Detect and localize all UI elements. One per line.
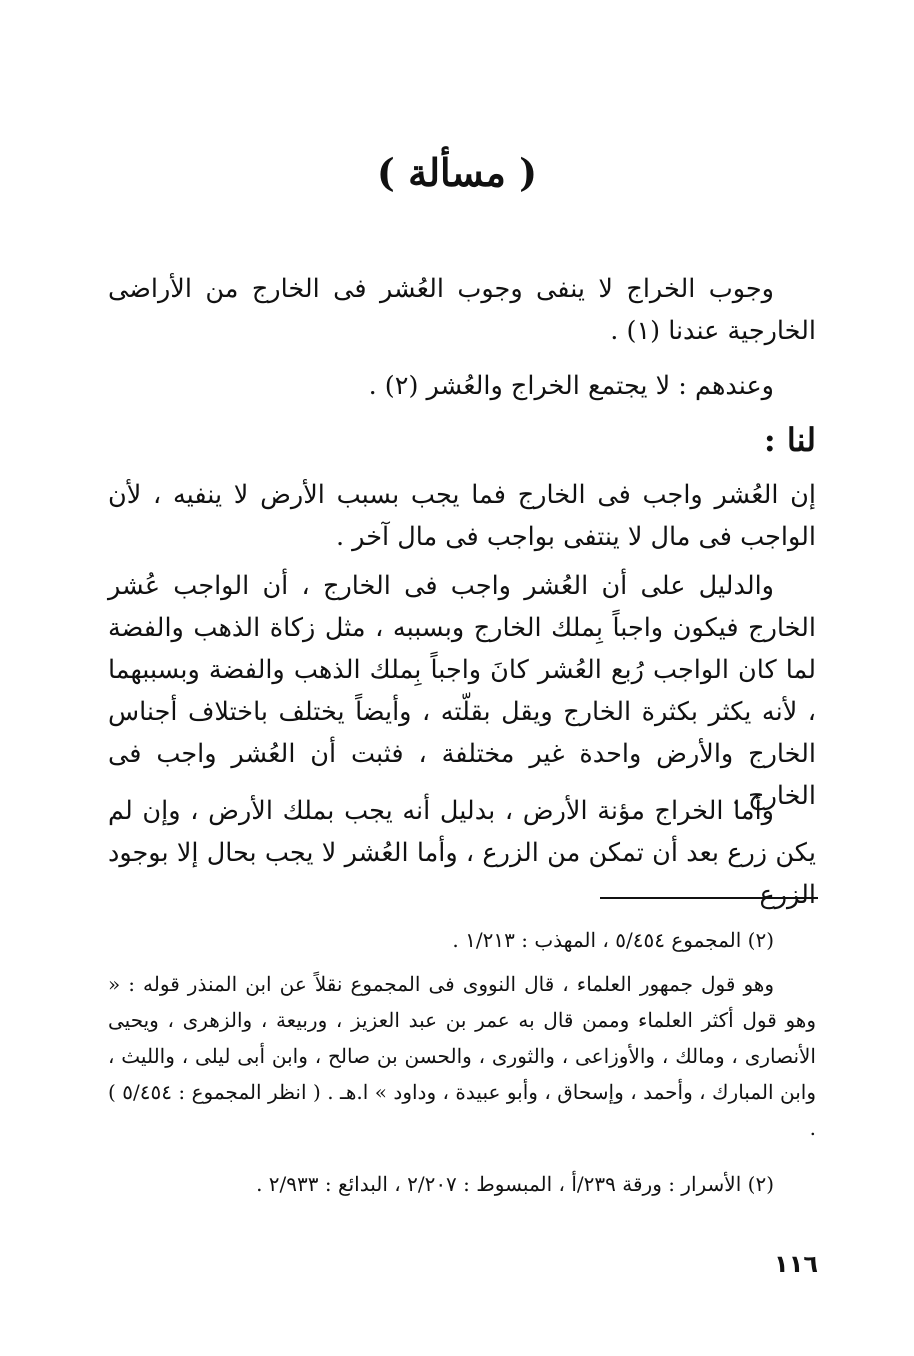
paragraph-2: وعندهم : لا يجتمع الخراج والعُشر (٢) . [368,371,774,401]
footnote-divider [600,897,818,899]
footnote-2: وهو قول جمهور العلماء ، قال النووى فى المجموع نقلاً عن ابن المنذر قوله : « وهو قول أكثر العلماء وممن قال به عمر بن عبد العزيز ، وربيعة ، والزهرى ، ويحيى الأنصارى ، ومالك ، والأوزاعى ، والثورى ، والحسن بن صالح ، وابن أبى ليلى ، والليث ، وابن المبارك ، وأحمد ، وإسحاق ، وأبو عبيدة ، وداود » ا.هـ . ( انظر المجموع : ٥/٤٥٤ ) . [108,972,816,1140]
footnote-1: (٢) المجموع ٥/٤٥٤ ، المهذب : ١/٢١٣ . [452,928,774,952]
page-number: ١١٦ [774,1250,818,1278]
paragraph-3: إن العُشر واجب فى الخارج فما يجب بسبب الأرض لا ينفيه ، لأن الواجب فى مال لا ينتفى بواجب فى مال آخر . [108,480,816,552]
paragraph-5: وأما الخراج مؤنة الأرض ، بدليل أنه يجب بملك الأرض ، وإن لم يكن زرع بعد أن تمكن من الزرع ، وأما العُشر لا يجب بحال إلا بوجود الزرع [108,796,816,910]
footnote-3: (٢) الأسرار : ورقة ٢٣٩/أ ، المبسوط : ٢/٢٠٧ ، البدائع : ٢/٩٣٣ . [256,1172,774,1196]
paragraph-4: والدليل على أن العُشر واجب فى الخارج ، أن الواجب عُشر الخارج فيكون واجباً بِملك الخارج وبسببه ، مثل زكاة الذهب والفضة لما كان الواجب رُبع العُشر كانَ واجباً بِملك الذهب والفضة وبسببهما ، لأنه يكثر بكثرة الخارج ويقل بقلّته ، وأيضاً يختلف باختلاف أجناس الخارج والأرض واحدة غير مختلفة ، فثبت أن العُشر واجب فى الخارج . [108,571,816,811]
paragraph-1: وجوب الخراج لا ينفى وجوب العُشر فى الخارج من الأراضى الخارجية عندنا (١) . [108,274,816,346]
section-heading-lana: لنا : [763,421,816,459]
page-title: ( مسألة ) [376,150,538,195]
